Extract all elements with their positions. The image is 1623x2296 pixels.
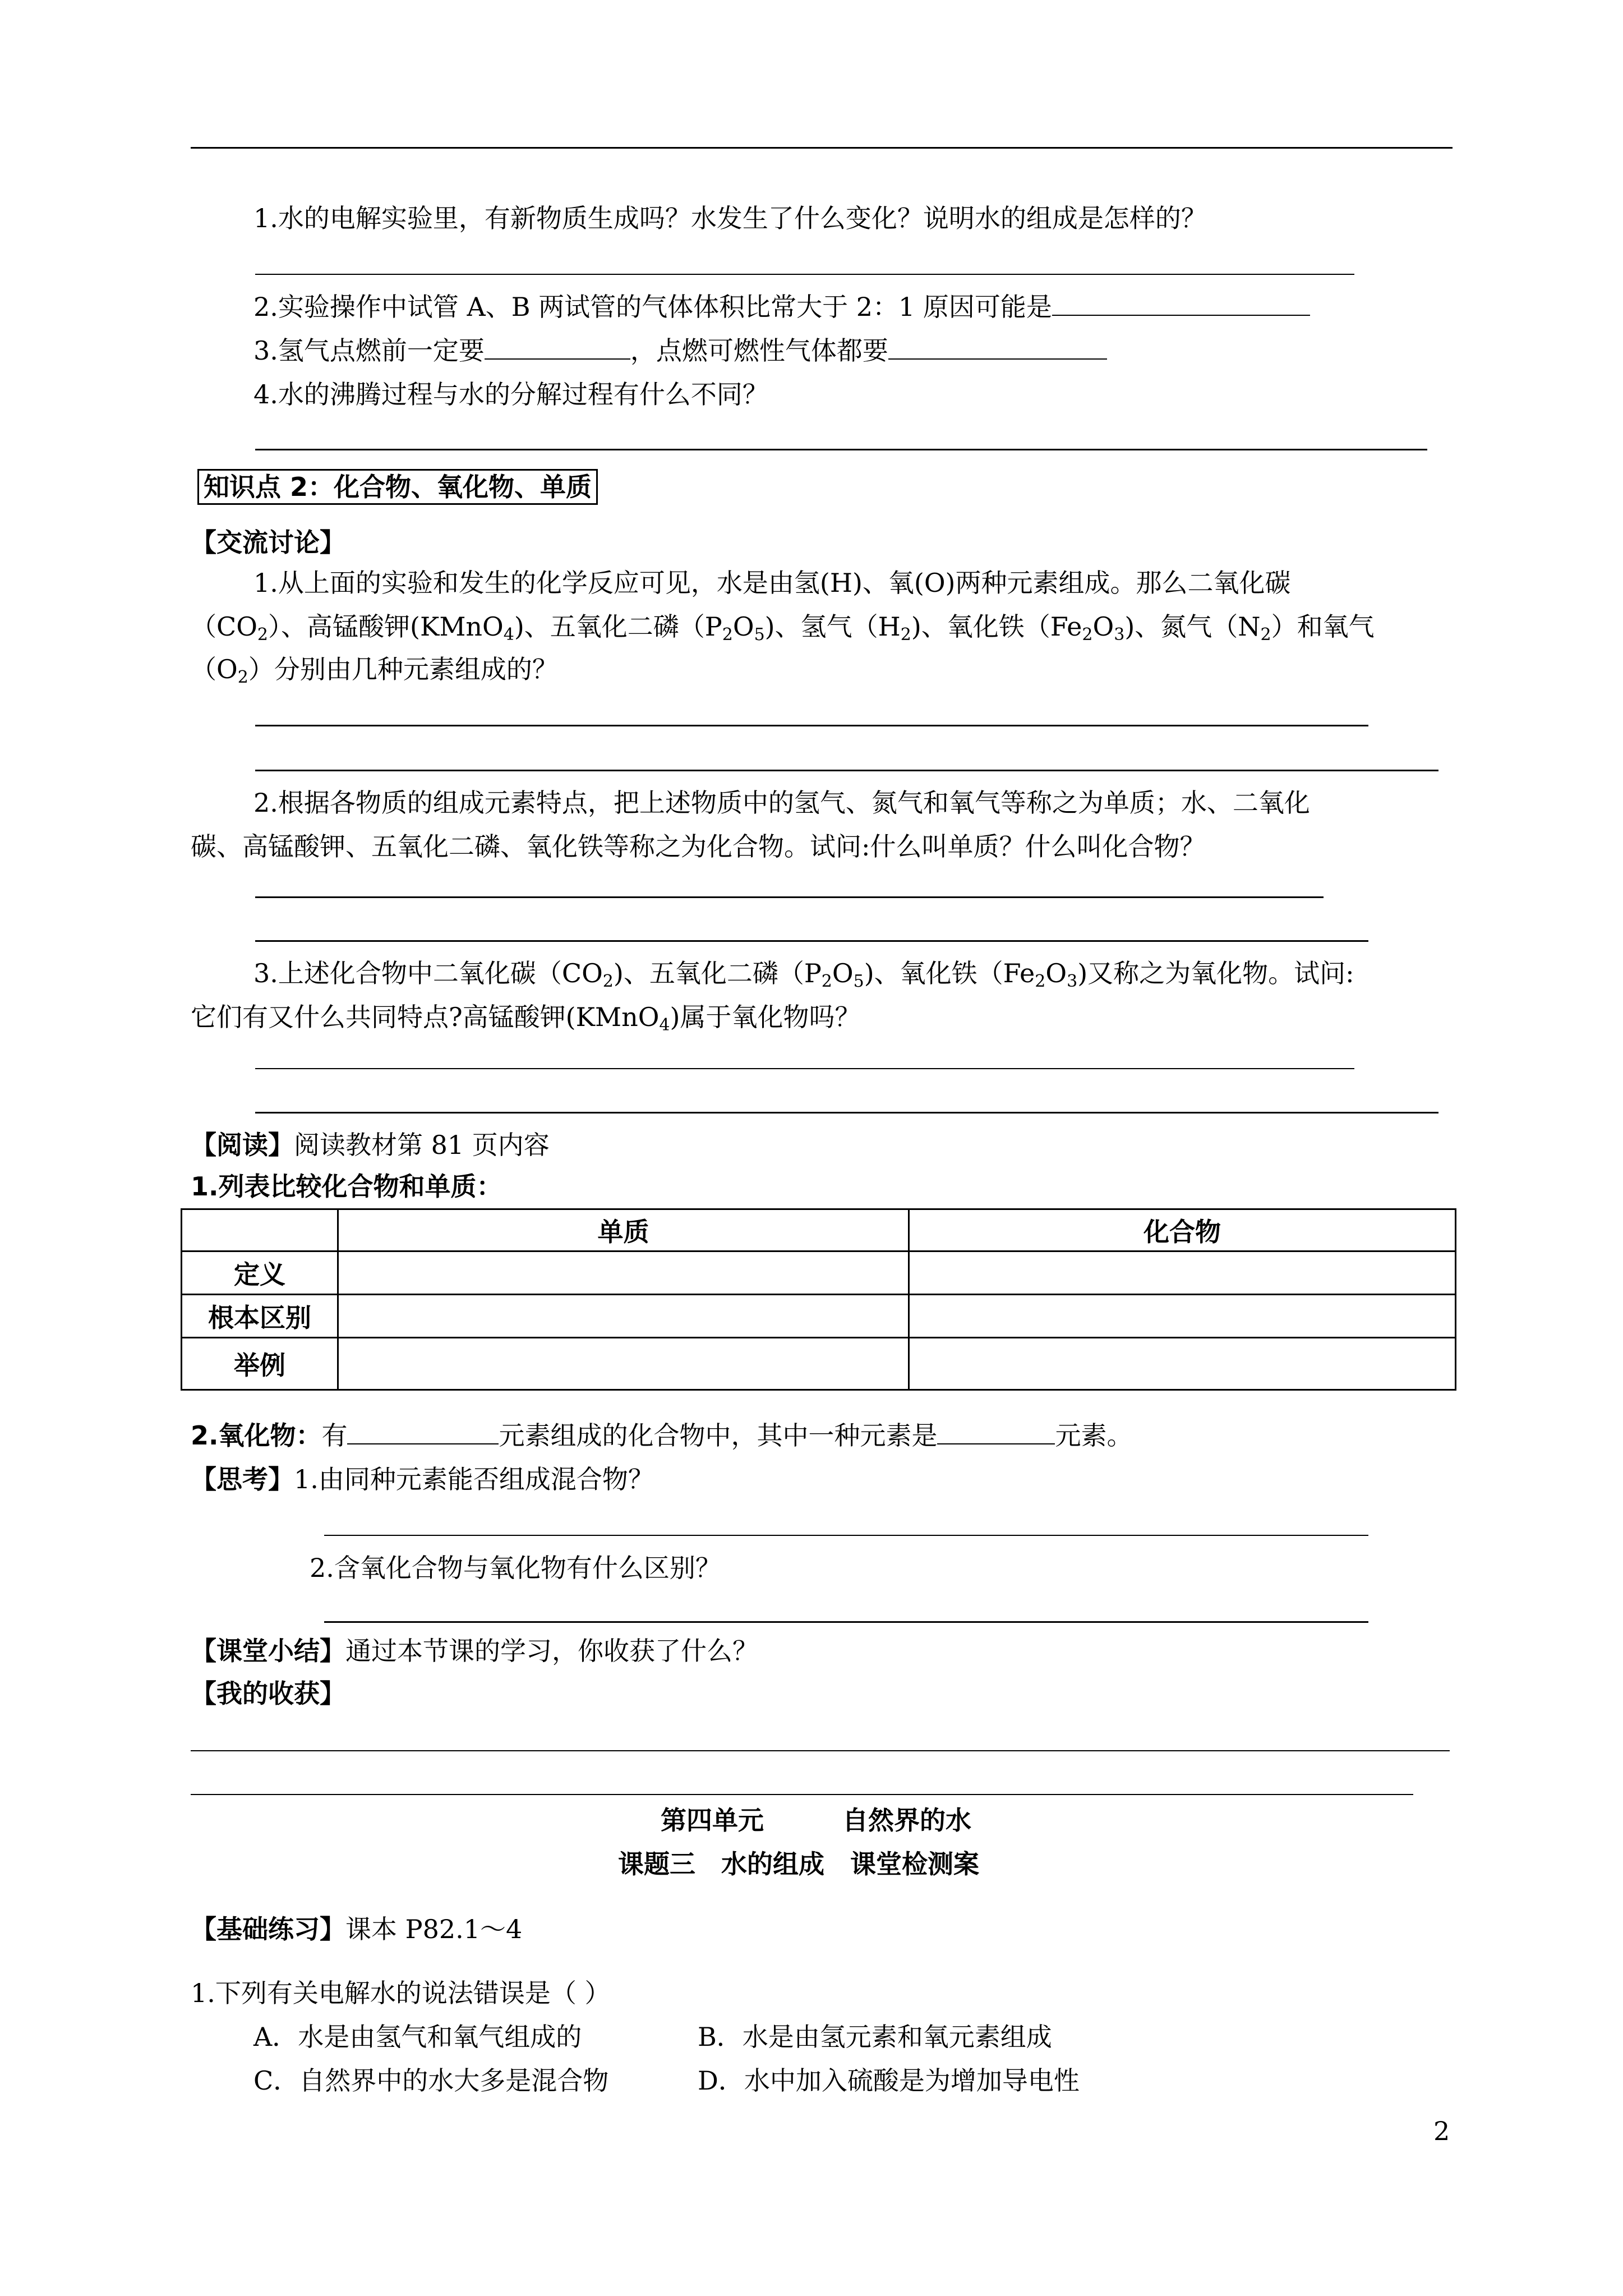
discussion-q3-line2: 它们有又什么共同特点?高锰酸钾(KMnO$_4$)属于氧化物吗？ [191,1002,861,1035]
answer-line[interactable] [324,1621,1368,1623]
blank[interactable] [485,336,630,360]
unit-heading: 第四单元 自然界的水 [661,1805,971,1835]
table-cell[interactable] [909,1295,1456,1338]
top-rule [191,147,1453,149]
answer-line[interactable] [255,770,1438,771]
discussion-q1-line2: $(CO_2)$、高锰酸钾(KMnO$_4$)、五氧化二磷$(P_2O_5)$、氢气$(H_2)$、氧化铁$(Fe_2O_3)$、氮气$(N_2)$和氧气 [191,611,1375,645]
answer-line[interactable] [191,1794,1413,1795]
basic-practice: 【基础练习】课本 P82.1～4 [191,1914,523,1944]
question-2: 2.实验操作中试管 A、B 两试管的气体体积比常大于 2：1 原因可能是 [253,291,1310,323]
question-3: 3.氢气点燃前一定要 ，点燃可燃性气体都要 [253,334,1107,367]
table-cell[interactable] [338,1338,909,1390]
option-b[interactable]: B．水是由氢元素和氧元素组成 [698,2022,1052,2052]
think-q2: 2.含氧化合物与氧化物有什么区别？ [310,1553,721,1583]
table-title: 1.列表比较化合物和单质： [191,1171,502,1202]
blank[interactable] [1052,292,1310,316]
summary-line: 【课堂小结】通过本节课的学习，你收获了什么？ [191,1636,758,1666]
discussion-q2-line2: 碳、高锰酸钾、五氧化二磷、氧化铁等称之为化合物。试问:什么叫单质？什么叫化合物？ [191,831,1206,862]
table-cell[interactable] [909,1251,1456,1295]
reading-line: 【阅读】阅读教材第 81 页内容 [191,1130,550,1160]
option-a[interactable]: A．水是由氢气和氧气组成的 [253,2022,582,2052]
table-cell[interactable] [909,1338,1456,1390]
row-header: 定义 [182,1251,338,1295]
page-number: 2 [1433,2116,1450,2146]
answer-line[interactable] [255,1112,1438,1114]
discussion-label: 【交流讨论】 [191,527,345,558]
option-d[interactable]: D．水中加入硫酸是为增加导电性 [698,2065,1080,2096]
row-header: 根本区别 [182,1295,338,1338]
table-cell[interactable] [338,1295,909,1338]
lesson-heading: 课题三 水的组成 课堂检测案 [618,1849,979,1879]
comparison-table [181,1208,1456,1391]
question-4: 4.水的沸腾过程与水的分解过程有什么不同？ [253,379,768,409]
harvest-label: 【我的收获】 [191,1678,345,1709]
answer-line[interactable] [191,1750,1450,1751]
test-question-1: 1.下列有关电解水的说法错误是（ ） [191,1978,611,2008]
row-header: 举例 [182,1338,338,1390]
question-1: 1.水的电解实验里，有新物质生成吗？水发生了什么变化？说明水的组成是怎样的？ [253,203,1207,233]
answer-line[interactable] [255,1068,1354,1069]
discussion-q2-line1: 2.根据各物质的组成元素特点，把上述物质中的氢气、氮气和氧气等称之为单质；水、二氧化 [253,788,1310,818]
answer-line[interactable] [255,274,1354,275]
answer-line[interactable] [255,940,1368,942]
blank[interactable] [937,1421,1055,1444]
answer-line[interactable] [255,449,1427,450]
oxide-definition: 2.氧化物：有 元素组成的化合物中，其中一种元素是 元素。 [191,1420,1133,1451]
option-c[interactable]: C．自然界中的水大多是混合物 [253,2065,609,2096]
column-header: 化合物 [909,1209,1456,1251]
table-cell[interactable] [338,1251,909,1295]
think-q1: 【思考】1.由同种元素能否组成混合物？ [191,1464,654,1494]
answer-line[interactable] [255,896,1324,898]
blank[interactable] [347,1421,499,1444]
answer-line[interactable] [324,1535,1368,1536]
knowledge-point-heading: 知识点 2：化合物、氧化物、单质 [197,469,598,505]
discussion-q1-line3: $(O_2)$分别由几种元素组成的？ [191,654,558,687]
discussion-q3-line1: 3.上述化合物中二氧化碳$(CO_2)$、五氧化二磷$(P_2O_5)$、氧化铁$(Fe_2O_3)$又称之为氧化物。试问: [253,958,1354,991]
blank[interactable] [888,336,1107,360]
answer-line[interactable] [255,725,1368,726]
discussion-q1-line1: 1.从上面的实验和发生的化学反应可见，水是由氢(H)、氧(O)两种元素组成。那么二氧化碳 [253,568,1291,598]
column-header: 单质 [338,1209,909,1251]
